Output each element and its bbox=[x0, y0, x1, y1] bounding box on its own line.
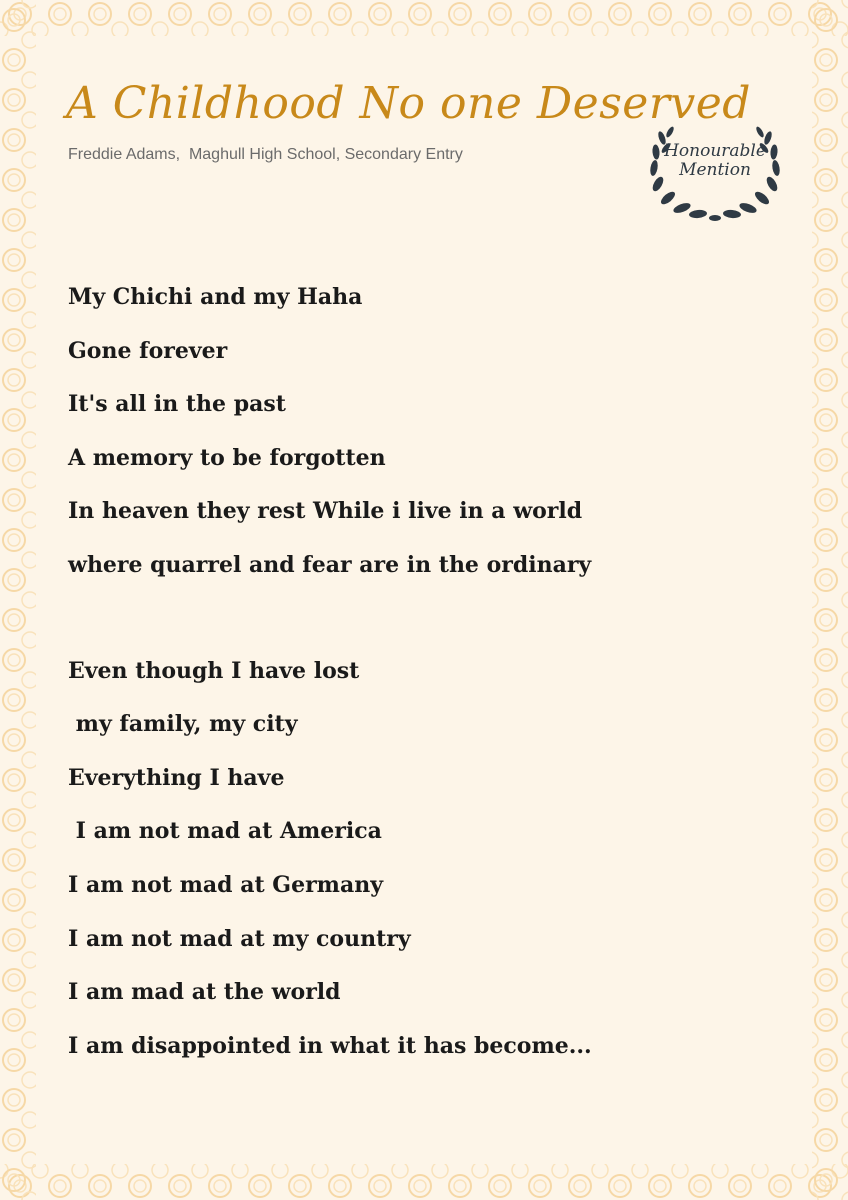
stanza-gap bbox=[68, 602, 788, 654]
poem-line: A memory to be forgotten bbox=[68, 444, 386, 471]
stanza-1 bbox=[68, 280, 788, 602]
poem-line: It's all in the past bbox=[68, 391, 286, 418]
poem-line: my family, my city bbox=[68, 711, 298, 738]
badge-line-mention: Mention bbox=[679, 160, 751, 180]
poem-title: A Childhood No one Deserved bbox=[66, 78, 751, 129]
poem-line: I am not mad at Germany bbox=[68, 871, 383, 898]
poem-line: In heaven they rest While i live in a world bbox=[68, 498, 583, 525]
poem-body bbox=[68, 280, 788, 1082]
badge-line-honourable: Honourable bbox=[664, 141, 766, 161]
poem-line: Even though I have lost bbox=[68, 657, 360, 684]
stanza-2 bbox=[68, 654, 788, 1083]
poem-line: Gone forever bbox=[68, 337, 228, 364]
honourable-mention-badge bbox=[640, 108, 790, 226]
poem-line: Everything I have bbox=[68, 764, 285, 791]
poem-line: I am not mad at America bbox=[68, 818, 382, 845]
poem-line: I am mad at the world bbox=[68, 979, 341, 1006]
author-byline: Freddie Adams, Maghull High School, Secondary Entry bbox=[68, 146, 463, 163]
poem-line: My Chichi and my Haha bbox=[68, 284, 363, 310]
poem-line: I am disappointed in what it has become... bbox=[68, 1032, 592, 1059]
poem-line: I am not mad at my country bbox=[68, 925, 411, 952]
poem-line: where quarrel and fear are in the ordinary bbox=[68, 551, 592, 578]
